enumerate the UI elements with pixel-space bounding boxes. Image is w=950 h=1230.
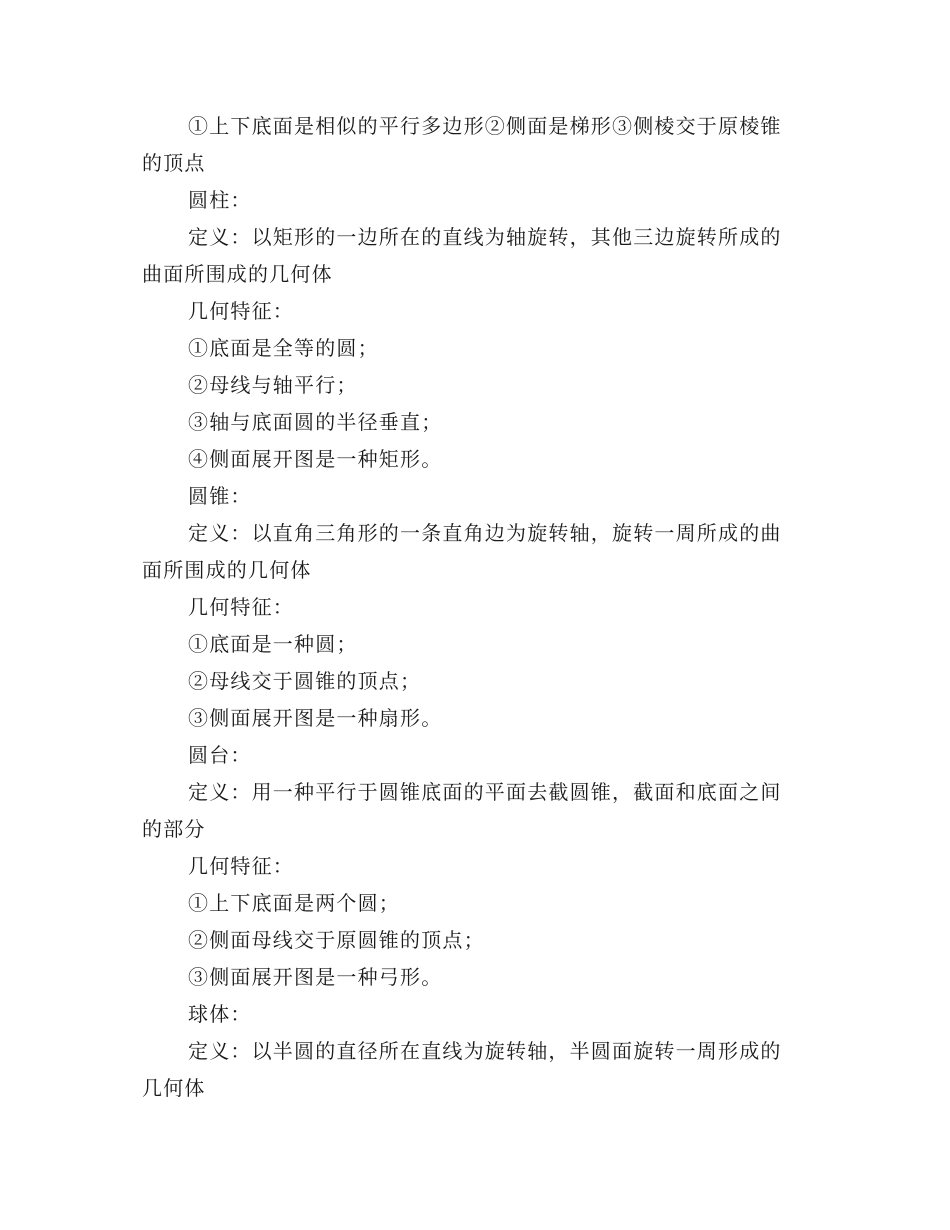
list-item: ①上下底面是两个圆； (188, 891, 400, 915)
heading-cone-features: 几何特征： (188, 595, 294, 619)
heading-frustum-cone: 圆台： (188, 743, 252, 767)
heading-cone: 圆锥： (188, 484, 252, 508)
paragraph-frustum-cone-definition: 定义：用一种平行于圆锥底面的平面去截圆锥，截面和底面之间的部分 (142, 780, 782, 841)
paragraph-cylinder-definition: 定义：以矩形的一边所在的直线为轴旋转，其他三边旋转所成的曲面所围成的几何体 (142, 225, 782, 286)
list-item: ③侧面展开图是一种扇形。 (188, 706, 443, 730)
list-item: ④侧面展开图是一种矩形。 (188, 447, 443, 471)
list-item: ②母线与轴平行； (188, 373, 358, 397)
list-item: ③侧面展开图是一种弓形。 (188, 965, 443, 989)
heading-frustum-cone-features: 几何特征： (188, 854, 294, 878)
heading-cylinder: 圆柱： (188, 188, 252, 212)
paragraph-sphere-definition: 定义：以半圆的直径所在直线为旋转轴，半圆面旋转一周形成的几何体 (142, 1039, 782, 1100)
heading-cylinder-features: 几何特征： (188, 299, 294, 323)
document-body (142, 108, 802, 1107)
list-item: ①底面是一种圆； (188, 632, 358, 656)
paragraph-cone-definition: 定义：以直角三角形的一条直角边为旋转轴，旋转一周所成的曲面所围成的几何体 (142, 521, 782, 582)
list-item: ③轴与底面圆的半径垂直； (188, 410, 443, 434)
list-item: ②母线交于圆锥的顶点； (188, 669, 422, 693)
heading-sphere: 球体： (188, 1002, 252, 1026)
paragraph-frustum-pyramid-features: ①上下底面是相似的平行多边形②侧面是梯形③侧棱交于原棱锥的顶点 (142, 114, 782, 175)
list-item: ②侧面母线交于原圆锥的顶点； (188, 928, 485, 952)
list-item: ①底面是全等的圆； (188, 336, 379, 360)
